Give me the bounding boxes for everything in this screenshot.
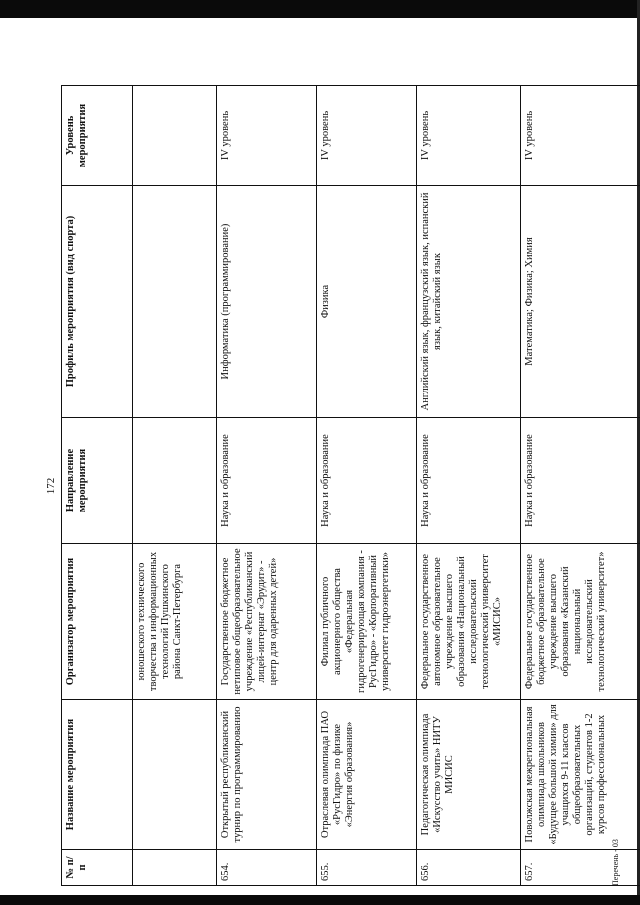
table-row	[317, 86, 417, 886]
header-level: Уровень мероприятия	[62, 86, 133, 186]
scan-border-top	[0, 0, 640, 18]
cell-direction: Наука и образование	[217, 418, 317, 544]
cell-level: IV уровень	[521, 86, 640, 186]
document-footer: Перечень - 03	[611, 839, 620, 886]
table-row	[417, 86, 521, 886]
header-name: Название мероприятия	[62, 700, 133, 850]
table-row	[133, 86, 217, 886]
cell-num: 656.	[417, 850, 521, 886]
header-direction: Направление мероприятия	[62, 418, 133, 544]
cell-level: IV уровень	[317, 86, 417, 186]
cell-num: 655.	[317, 850, 417, 886]
cell-profile: Физика	[317, 186, 417, 418]
header-num: № п/п	[62, 850, 133, 886]
scan-border-bottom	[0, 895, 640, 905]
rotated-page	[45, 86, 625, 886]
cell-level	[133, 86, 217, 186]
header-organizer: Организатор мероприятия	[62, 544, 133, 700]
cell-name	[133, 700, 217, 850]
cell-organizer: Федеральное государственное бюджетное образовательное учреждение высшего образования «Казанский национальный исследовательский технологический университет»	[521, 544, 640, 700]
cell-profile	[133, 186, 217, 418]
page-number: 172	[45, 477, 57, 495]
cell-num: 657.	[521, 850, 640, 886]
cell-name: Отраслевая олимпиада ПАО «РусГидро» по физике «Энергия образования»	[317, 700, 417, 850]
cell-profile: Информатика (программирование)	[217, 186, 317, 418]
cell-name: Открытый республиканский турнир по программированию	[217, 700, 317, 850]
table-header-row	[62, 86, 133, 886]
cell-num	[133, 850, 217, 886]
cell-direction: Наука и образование	[417, 418, 521, 544]
events-table	[61, 85, 640, 886]
cell-organizer: юношеского технического творчества и информационных технологий Пушкинского района Санкт-Петербурга	[133, 544, 217, 700]
cell-organizer: Федеральное государственное автономное образовательное учреждение высшего образования «Национальный исследовательский технологический университет «МИСИС»	[417, 544, 521, 700]
cell-num: 654.	[217, 850, 317, 886]
cell-name: Педагогическая олимпиада «Искусство учить» НИТУ МИСИС	[417, 700, 521, 850]
header-profile: Профиль мероприятия (вид спорта)	[62, 186, 133, 418]
cell-profile: Математика; Физика; Химия	[521, 186, 640, 418]
cell-name: Поволжская межрегиональная олимпиада школьников «Будущее большой химии» для учащихся 9-11 классов общеобразовательных организаций, студентов 1-2 курсов профессиональных	[521, 700, 640, 850]
cell-level: IV уровень	[417, 86, 521, 186]
cell-direction: Наука и образование	[521, 418, 640, 544]
cell-direction	[133, 418, 217, 544]
cell-organizer: Филиал публичного акционерного общества «Федеральная гидрогенерирующая компания - РусГидро» - «Корпоративный университет гидроэнергетики»	[317, 544, 417, 700]
cell-level: IV уровень	[217, 86, 317, 186]
table-row	[217, 86, 317, 886]
cell-direction: Наука и образование	[317, 418, 417, 544]
table-row	[521, 86, 640, 886]
cell-profile: Английский язык, французский язык, испанский язык, китайский язык	[417, 186, 521, 418]
cell-organizer: Государственное бюджетное нетиповое общеобразовательное учреждение «Республиканский лицей-интернат «Эрудит» - центр для одаренных детей»	[217, 544, 317, 700]
